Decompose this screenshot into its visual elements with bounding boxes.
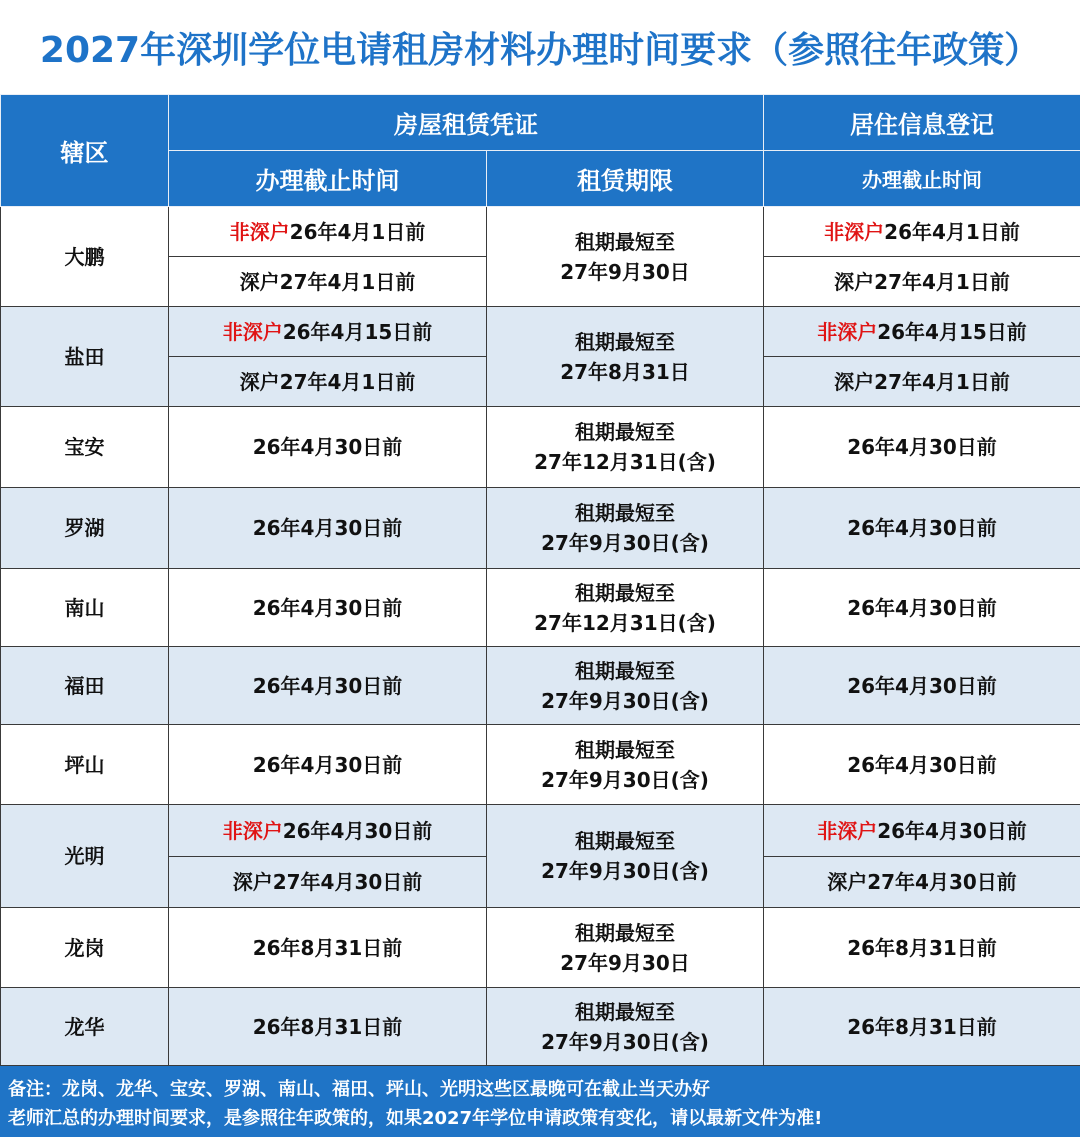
- lease-deadline-cell: 26年4月30日前: [169, 725, 487, 805]
- term-line-1: 租期最短至: [575, 501, 675, 525]
- header-lease-deadline: 办理截止时间: [169, 151, 487, 207]
- table-row: [1, 988, 1080, 1066]
- lease-term-cell: [487, 488, 764, 569]
- residence-deadline-cell: 26年4月30日前: [764, 647, 1080, 725]
- lease-deadline-cell: 26年4月30日前: [169, 647, 487, 725]
- non-local-label: 非深户: [229, 219, 290, 244]
- lease-deadline-local: 深户27年4月30日前: [169, 857, 487, 908]
- header-residence-deadline: 办理截止时间: [764, 151, 1080, 207]
- lease-deadline-cell: 26年8月31日前: [169, 988, 487, 1066]
- district-cell: 光明: [1, 805, 169, 908]
- header-lease-group: 房屋租赁凭证: [169, 95, 764, 151]
- district-cell: 龙华: [1, 988, 169, 1066]
- lease-deadline-value: 26年4月1日前: [289, 219, 426, 244]
- term-line-1: 租期最短至: [575, 420, 675, 444]
- district-cell: 盐田: [1, 307, 169, 407]
- term-line-2: 27年9月30日(含): [541, 531, 709, 555]
- note-line-1: 备注：龙岗、龙华、宝安、罗湖、南山、福田、坪山、光明这些区最晚可在截止当天办好: [8, 1079, 710, 1100]
- table-row: [1, 569, 1080, 647]
- lease-term-cell: [487, 725, 764, 805]
- lease-term-cell: [487, 407, 764, 488]
- lease-deadline-value: 26年4月30日前: [282, 818, 433, 843]
- district-cell: 龙岗: [1, 908, 169, 988]
- residence-deadline-cell: 26年4月30日前: [764, 725, 1080, 805]
- table-row: [1, 488, 1080, 569]
- page-title: 2027年深圳学位电请租房材料办理时间要求（参照往年政策）: [39, 29, 1041, 71]
- table-row: [1, 207, 1080, 257]
- non-local-label: 非深户: [824, 219, 885, 244]
- non-local-label: 非深户: [817, 319, 878, 344]
- lease-term-cell: [487, 805, 764, 908]
- lease-term-cell: [487, 207, 764, 307]
- term-line-2: 27年8月31日: [560, 359, 690, 384]
- lease-term-cell: [487, 908, 764, 988]
- term-line-1: 租期最短至: [575, 829, 675, 853]
- header-lease-term: 租赁期限: [487, 151, 764, 207]
- non-local-label: 非深户: [222, 319, 283, 344]
- term-line-2: 27年12月31日(含): [534, 450, 716, 474]
- note-line-2: 老师汇总的办理时间要求，是参照往年政策的，如果2027年学位申请政策有变化，请以最新文件为准!: [8, 1108, 823, 1129]
- district-cell: 大鹏: [1, 207, 169, 307]
- residence-deadline-cell: 26年8月31日前: [764, 988, 1080, 1066]
- term-line-1: 租期最短至: [575, 920, 675, 945]
- term-line-1: 租期最短至: [575, 999, 675, 1024]
- residence-deadline-value: 26年4月1日前: [884, 219, 1020, 244]
- lease-deadline-cell: 26年4月30日前: [169, 569, 487, 647]
- table-row: [1, 307, 1080, 357]
- rental-requirements-table: [0, 94, 1080, 1066]
- term-line-2: 27年9月30日: [560, 950, 690, 975]
- non-local-label: 非深户: [817, 818, 878, 843]
- term-line-2: 27年9月30日(含): [541, 767, 709, 792]
- term-line-1: 租期最短至: [575, 737, 675, 762]
- district-cell: 坪山: [1, 725, 169, 805]
- table-row: [1, 725, 1080, 805]
- lease-deadline-cell: 26年4月30日前: [169, 488, 487, 569]
- lease-deadline-local: 深户27年4月1日前: [169, 357, 487, 407]
- residence-deadline-value: 26年4月30日前: [877, 818, 1027, 843]
- title-bar: [0, 0, 1080, 94]
- lease-deadline-non-local: [169, 307, 487, 357]
- district-cell: 南山: [1, 569, 169, 647]
- term-line-1: 租期最短至: [575, 329, 675, 354]
- lease-deadline-local: 深户27年4月1日前: [169, 257, 487, 307]
- residence-deadline-value: 26年4月15日前: [877, 319, 1027, 344]
- district-cell: 罗湖: [1, 488, 169, 569]
- residence-deadline-non-local: [764, 805, 1080, 857]
- table-header: [1, 95, 1080, 207]
- residence-deadline-cell: 26年4月30日前: [764, 569, 1080, 647]
- notes-footer: [0, 1066, 1080, 1137]
- district-cell: 宝安: [1, 407, 169, 488]
- header-residence-group: 居住信息登记: [764, 95, 1080, 151]
- residence-deadline-cell: 26年4月30日前: [764, 488, 1080, 569]
- lease-deadline-cell: 26年4月30日前: [169, 407, 487, 488]
- table-row: [1, 407, 1080, 488]
- non-local-label: 非深户: [222, 818, 283, 843]
- lease-deadline-value: 26年4月15日前: [282, 319, 433, 344]
- term-line-2: 27年9月30日(含): [541, 1029, 709, 1054]
- residence-deadline-local: 深户27年4月30日前: [764, 857, 1080, 908]
- term-line-2: 27年9月30日(含): [541, 688, 709, 713]
- lease-term-cell: [487, 569, 764, 647]
- lease-term-cell: [487, 988, 764, 1066]
- lease-term-cell: [487, 647, 764, 725]
- table-row: [1, 908, 1080, 988]
- lease-deadline-non-local: [169, 207, 487, 257]
- district-cell: 福田: [1, 647, 169, 725]
- term-line-2: 27年9月30日: [560, 259, 690, 284]
- residence-deadline-cell: 26年4月30日前: [764, 407, 1080, 488]
- residence-deadline-local: 深户27年4月1日前: [764, 357, 1080, 407]
- residence-deadline-non-local: [764, 307, 1080, 357]
- term-line-2: 27年9月30日(含): [541, 859, 709, 883]
- residence-deadline-cell: 26年8月31日前: [764, 908, 1080, 988]
- header-district: 辖区: [1, 95, 169, 207]
- term-line-1: 租期最短至: [575, 580, 675, 605]
- lease-term-cell: [487, 307, 764, 407]
- term-line-1: 租期最短至: [575, 229, 675, 254]
- table-row: [1, 647, 1080, 725]
- residence-deadline-local: 深户27年4月1日前: [764, 257, 1080, 307]
- table-body: [1, 207, 1080, 1066]
- residence-deadline-non-local: [764, 207, 1080, 257]
- term-line-2: 27年12月31日(含): [534, 610, 716, 635]
- term-line-1: 租期最短至: [575, 658, 675, 683]
- lease-deadline-cell: 26年8月31日前: [169, 908, 487, 988]
- table-row: [1, 805, 1080, 857]
- lease-deadline-non-local: [169, 805, 487, 857]
